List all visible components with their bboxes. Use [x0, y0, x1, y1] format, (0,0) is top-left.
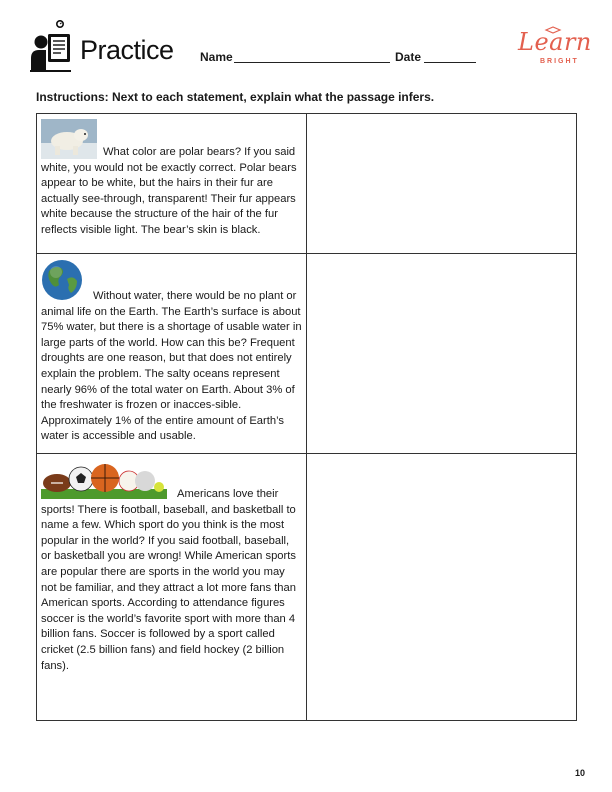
passage-text: Americans love their sports! There is football, baseball, and basketball to name a few. Which sport do you think is the most popular in the world? If you said football, baseball, or basketball you are wrong! While American sports are popular there are sports in the world you may not be familiar, and they attract a lot more fans than American sports. According to attendance figures soccer is the world’s favorite sport with more than 4 billion fans. Soccer is followed by a sport called cricket (2.5 billion fans) and field hockey (2 billion fans). — [41, 488, 296, 672]
polar-bear-image — [41, 119, 97, 159]
passage-cell — [37, 454, 307, 720]
worksheet-table — [36, 113, 577, 721]
page-number: 10 — [575, 768, 586, 778]
logo-learn-text: Learn — [518, 28, 592, 56]
date-label: Date — [395, 50, 422, 64]
sports-balls-image — [41, 459, 167, 499]
practice-icon — [30, 20, 72, 72]
instructions: Instructions: Next to each statement, explain what the passage infers. — [36, 90, 435, 104]
name-label: Name — [200, 50, 233, 64]
table-row — [37, 114, 576, 253]
passage-cell — [37, 254, 307, 453]
page-title: Practice — [80, 35, 174, 65]
learn-bright-logo — [518, 24, 596, 72]
earth-globe-image — [41, 259, 83, 301]
table-row — [37, 253, 576, 453]
passage-text: What color are polar bears? If you said white, you would not be exactly correct. Polar bears appear to be white, but the hairs in their fur are actually see-through, transparent! Their fur appears white because the structure of the hair of the fur reflects visible light. The bear’s skin is black. — [41, 146, 297, 236]
passage-cell — [37, 114, 307, 253]
answer-cell[interactable] — [307, 114, 576, 253]
answer-cell[interactable] — [307, 254, 576, 453]
date-field[interactable] — [424, 62, 476, 63]
table-row — [37, 453, 576, 720]
answer-cell[interactable] — [307, 454, 576, 720]
name-field[interactable] — [234, 62, 390, 63]
logo-bright-text: BRIGHT — [540, 58, 579, 65]
page-header — [30, 20, 590, 80]
passage-text: Without water, there would be no plant or animal life on the Earth. The Earth’s surface is about 75% water, but there is a shortage of usable water in large parts of the world. How can this be? Frequent droughts are one reason, but that does not entirely explain the problem. The salty oceans represent nearly 96% of the total water on Earth. About 3% of the freshwater is frozen or inacces-sible. Approximately 1% of the entire amount of Earth’s water is accessible and usable. — [41, 290, 302, 443]
